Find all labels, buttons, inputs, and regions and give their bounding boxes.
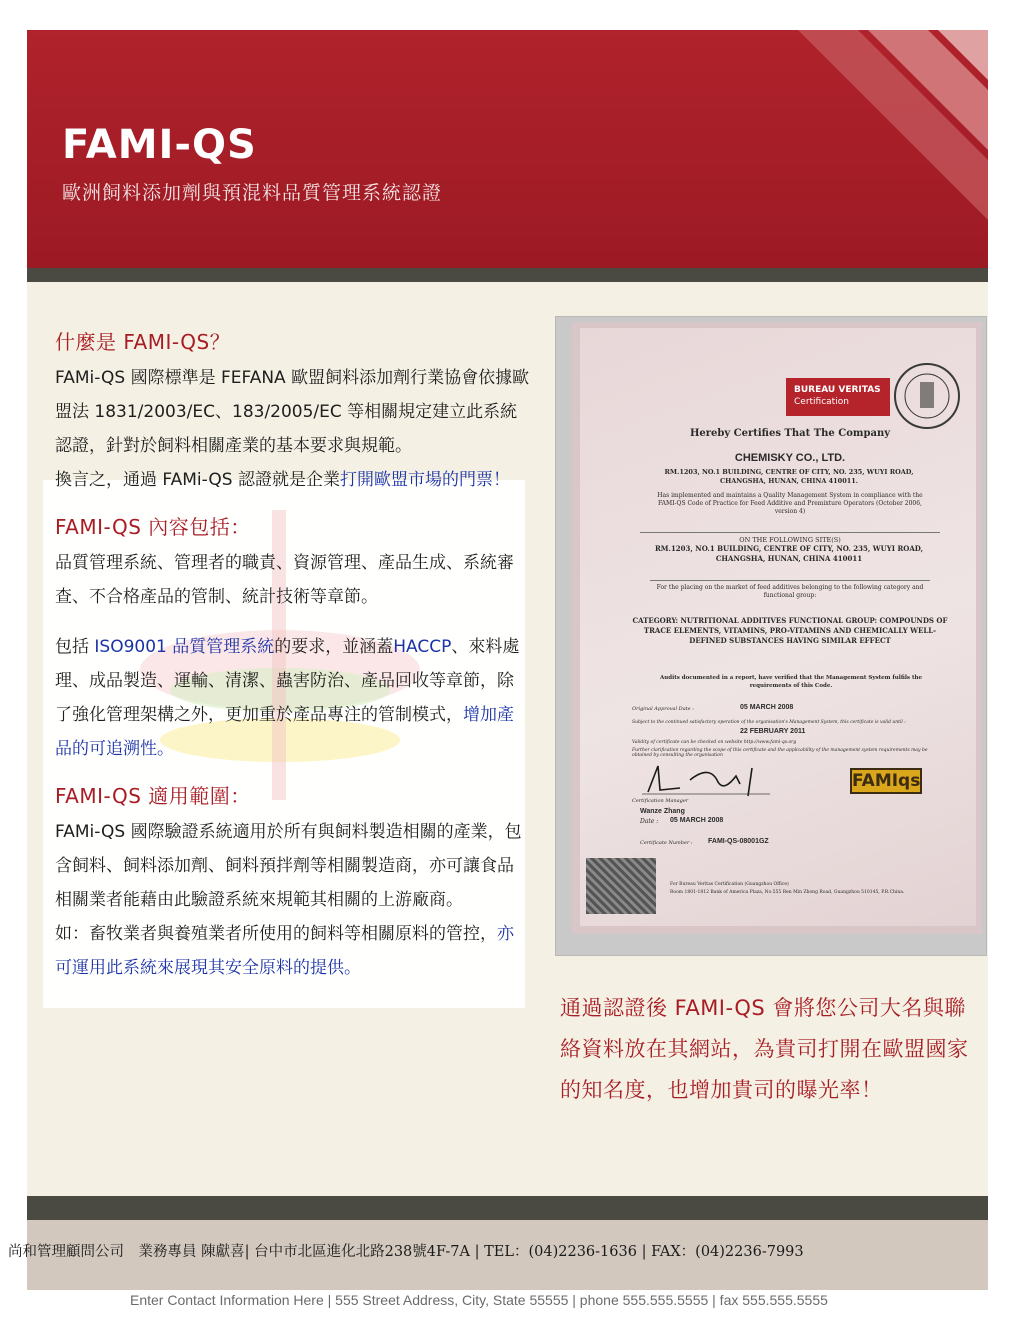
cert-valid-date: 22 FEBRUARY 2011 <box>740 728 806 735</box>
highlight-eu-market: 打開歐盟市場的門票！ <box>339 470 510 490</box>
paragraph-content-list: 品質管理系統、管理者的職責、資源管理、產品生成、系統審查、不合格產品的管制、統計技術等章節。 <box>55 553 514 607</box>
paragraph-text: 的要求，並涵蓋 <box>274 637 394 657</box>
highlight-traceability: 增加產品的可追溯性。 <box>55 705 514 759</box>
paragraph-market-ticket <box>55 463 530 497</box>
certificate-image <box>572 322 982 934</box>
highlight-safe-materials: 亦可運用此系統來展現其安全原料的提供。 <box>55 924 514 978</box>
header-divider <box>27 268 988 282</box>
cert-hereby: Hereby Certifies That The Company <box>689 428 891 439</box>
paragraph-text: 如：畜牧業者與養殖業者所使用的飼料等相關原料的管控， <box>55 924 497 944</box>
cert-approval-label: Original Approval Date : <box>632 706 694 712</box>
cert-validity-note: Validity of certificate can be checked on website http://www.fami-qs.org <box>632 740 797 745</box>
cert-placing: For the placing on the market of feed additives belonging to the following category and functional group: <box>650 580 930 600</box>
cert-date-label: Date : <box>640 818 659 825</box>
paragraph-text: 、來料處理、成品製造、運輸、清潔、蟲害防治、產品回收等章節，除了強化管理架構之外，更加重於產品專注的管制模式， <box>55 637 520 725</box>
bv-name: BUREAU VERITAS <box>794 385 881 395</box>
cert-date-value: 05 MARCH 2008 <box>670 817 724 824</box>
section-what-is <box>55 326 530 497</box>
heading-scope: FAMI-QS 適用範圍： <box>55 784 251 808</box>
cert-clarification: Further clarification regarding the scope of this certificate and the applicability of the management system requirements may be obtained by consulting the organisation <box>632 748 928 758</box>
footer-company-info: 尚和管理顧問公司 業務專員 陳獻喜| 台中市北區進化北路238號4F-7A | TEL：(04)2236-1636 | FAX：(04)2236-7993 <box>8 1244 804 1260</box>
heading-what-is: 什麼是 FAMI-QS？ <box>55 330 231 354</box>
cert-number-label: Certificate Number : <box>640 840 693 846</box>
footer-divider <box>27 1196 988 1220</box>
page-subtitle: 歐洲飼料添加劑與預混料品質管理系統認證 <box>62 182 443 204</box>
section-scope <box>55 780 530 985</box>
diagonal-stripes-decoration <box>668 30 988 268</box>
paragraph-text: 換言之，通過 FAMi-QS 認證就是企業 <box>55 470 340 490</box>
paragraph-text: 包括 <box>55 637 95 657</box>
certificate-paper <box>580 328 976 926</box>
cert-manager-label: Certification Manager <box>632 798 689 804</box>
page-title: FAMI-QS <box>62 122 257 168</box>
left-column <box>55 326 530 985</box>
footer-contact-placeholder: Enter Contact Information Here | 555 Street Address, City, State 55555 | phone 555.555.5555 | fax 555.555.5555 <box>130 1292 828 1308</box>
signature-icon <box>640 762 780 798</box>
bv-sub: Certification <box>794 397 849 407</box>
bureau-veritas-logo <box>786 378 890 416</box>
highlight-haccp: HACCP <box>393 637 452 657</box>
cert-audits: Audits documented in a report, have verified that the Management System fulfils the requirements of this Code. <box>660 675 922 689</box>
cert-valid-label: Subject to the continued satisfactory operation of the organisation's Management System, this certificate is valid until : <box>632 720 906 725</box>
section-content <box>55 511 530 766</box>
cert-number: FAMI-QS-08001GZ <box>708 838 769 845</box>
paragraph-definition: FAMi-QS 國際標準是 FEFANA 歐盟飼料添加劑行業協會依據歐盟法 1831/2003/EC、183/2005/EC 等相關規定建立此系統認證，針對於飼料相關產業的基本要求與規範。 <box>55 368 530 456</box>
cert-implemented: Has implemented and maintains a Quality Management System in compliance with the FAMI-QS Code of Practice for Feed Additive and Premixture Operators (October 2006, version 4) <box>657 492 923 515</box>
paragraph-iso-haccp <box>55 630 530 766</box>
paragraph-scope: FAMi-QS 國際驗證系統適用於所有與飼料製造相關的產業，包含飼料、飼料添加劑、飼料預拌劑等相關製造商，亦可讓食品相關業者能藉由此驗證系統來規範其相關的上游廠商。 <box>55 822 522 910</box>
cert-office: For Bureau Veritas Certification (Guangzhou Office) <box>670 882 789 887</box>
bureau-veritas-seal-icon <box>892 356 962 436</box>
cert-office-address: Room 1801-1812 Bank of America Plaza, No.555 Ren Min Zhong Road, Guangzhou 510145, P.R.China. <box>670 890 905 895</box>
cert-sites-heading: ON THE FOLLOWING SITE(S) <box>640 532 940 544</box>
cert-address: RM.1203, NO.1 BUILDING, CENTRE OF CITY, NO. 235, WUYI ROAD, CHANGSHA, HUNAN, CHINA 410011. <box>664 468 914 485</box>
cert-company: CHEMISKY CO., LTD. <box>734 452 846 464</box>
cert-category: CATEGORY: NUTRITIONAL ADDITIVES FUNCTIONAL GROUP: COMPOUNDS OF TRACE ELEMENTS, VITAMINS, PRO-VITAMINS AND CHEMICALLY WELL-DEFINED SUBSTANCES HAVING SIMILAR EFFECT <box>632 616 948 645</box>
cert-sites: RM.1203, NO.1 BUILDING, CENTRE OF CITY, NO. 235, WUYI ROAD, CHANGSHA, HUNAN, CHINA 410011 <box>654 544 924 563</box>
highlight-iso9001: ISO9001 品質管理系統 <box>94 637 275 657</box>
paragraph-example <box>55 917 530 985</box>
cert-manager-name: Wanze Zhang <box>640 808 685 815</box>
certification-benefit-note: 通過認證後 FAMI-QS 會將您公司大名與聯絡資料放在其網站，為貴司打開在歐盟國家的知名度，也增加貴司的曝光率！ <box>560 996 969 1102</box>
heading-content: FAMI-QS 內容包括： <box>55 515 251 539</box>
hologram-sticker <box>586 858 656 914</box>
cert-approval-date: 05 MARCH 2008 <box>740 704 794 711</box>
fami-qs-logo: FAMIqs <box>850 768 922 794</box>
